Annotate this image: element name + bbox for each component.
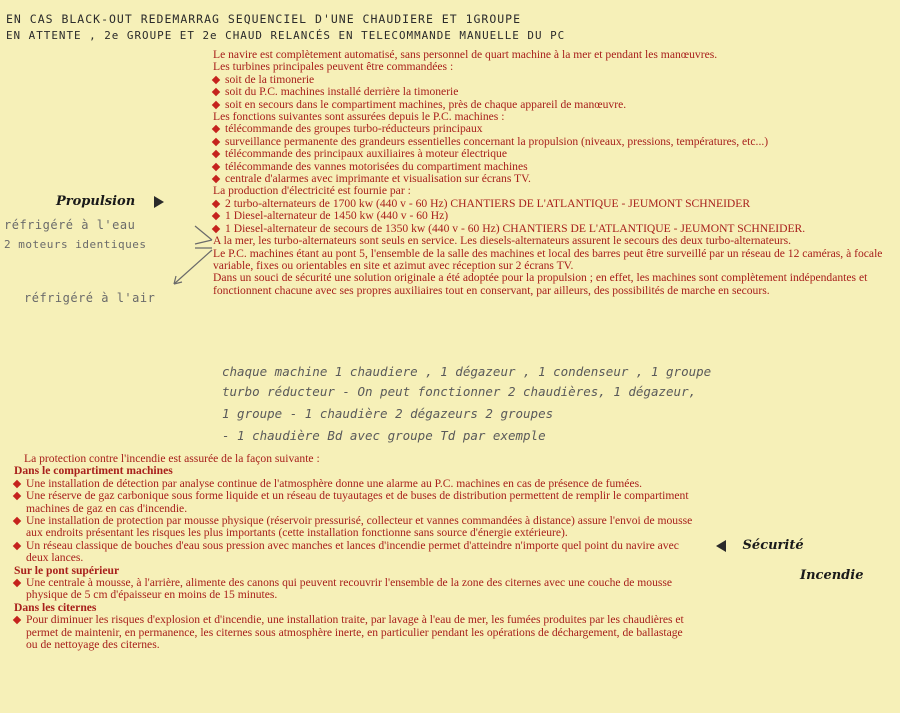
fire-protection-text — [14, 453, 694, 652]
propulsion-text — [213, 49, 885, 297]
list-item: Pour diminuer les risques d'explosion et d'incendie, une installation traite, par lavage à l'eau de mer, les fumées produites par les chaudières et permet de maintenir, en permanence, les citernes sous atmosphère inerte, en particulier pendant les opérations de déchargement, de ballastage ou de nettoyage des citernes. — [14, 614, 694, 651]
handwritten-heading-line-2: EN ATTENTE , 2e GROUPE ET 2e CHAUD RELANCÉS EN TELECOMMANDE MANUELLE DU PC — [6, 29, 566, 42]
handwritten-note: turbo réducteur - On peut fonctionner 2 chaudières, 1 dégazeur, — [222, 384, 697, 399]
list-item: soit en secours dans le compartiment machines, près de chaque appareil de manœuvre. — [213, 99, 885, 111]
functions-intro: Les fonctions suivantes sont assurées depuis le P.C. machines : — [213, 110, 505, 124]
turbines-intro: Les turbines principales peuvent être commandées : — [213, 60, 454, 74]
securite-label: Sécurité — [716, 538, 804, 553]
arrow-right-icon — [154, 196, 164, 208]
list-item: 1 Diesel-alternateur de secours de 1350 kw (440 v - 60 Hz) CHANTIERS DE L'ATLANTIQUE - JEUMONT SCHNEIDER. — [213, 223, 885, 235]
machines-heading: Dans le compartiment machines — [14, 464, 173, 478]
list-item: soit du P.C. machines installé derrière la timonerie — [213, 86, 885, 98]
handwritten-note: - 1 chaudière Bd avec groupe Td par exemple — [222, 428, 546, 443]
incendie-label: Incendie — [800, 568, 864, 583]
list-item: surveillance permanente des grandeurs essentielles concernant la propulsion (niveaux, pressions, températures, etc...) — [213, 136, 885, 148]
safety-paragraph: Dans un souci de sécurité une solution originale a été adoptée pour la propulsion ; en effet, les machines sont complètement indépendantes et fonctionnent chacune avec ses propres auxiliaires tout en conservant, par ailleurs, des possibilités de marche en secours. — [213, 271, 868, 297]
list-item: télécommande des principaux auxiliaires à moteur électrique — [213, 148, 885, 160]
intro-paragraph: Le navire est complètement automatisé, sans personnel de quart machine à la mer et pendant les manœuvres. — [213, 48, 718, 61]
list-item: Une réserve de gaz carbonique sous forme liquide et un réseau de tuyautages et de buses de distribution permettent de remplir le compartiment machines de gaz en cas d'incendie. — [14, 490, 694, 515]
pc-paragraph: Le P.C. machines étant au pont 5, l'ensemble de la salle des machines et local des barres peut être surveillé par un réseau de 12 caméras, à focale variable, fixes ou orientables en site et azimut avec réception sur 2 écrans TV. — [213, 246, 883, 272]
list-item: Une installation de protection par mousse physique (réservoir pressurisé, collecteur et vannes commandées à distance) assure l'envoi de mousse aux endroits présentant les risques les plus importants (cette installation fonctionne sans source d'énergie extérieure). — [14, 515, 694, 540]
list-item: Une centrale à mousse, à l'arrière, alimente des canons qui peuvent recouvrir l'ensemble de la zone des citernes avec une couche de mousse physique de 5 cm d'épaisseur en moins de 15 minutes. — [14, 577, 694, 602]
list-item: Une installation de détection par analyse continue de l'atmosphère donne une alarme au P.C. machines en cas de présence de fumées. — [14, 478, 694, 490]
bracket-arrows-icon — [150, 218, 220, 288]
margin-note-water: réfrigéré à l'eau — [4, 218, 136, 232]
sea-paragraph: A la mer, les turbo-alternateurs sont seuls en service. Les diesels-alternateurs assurent le secours des deux turbo-alternateurs. — [213, 234, 792, 248]
handwritten-note: 1 groupe - 1 chaudière 2 dégazeurs 2 groupes — [222, 406, 554, 421]
list-item: 2 turbo-alternateurs de 1700 kw (440 v - 60 Hz) CHANTIERS DE L'ATLANTIQUE - JEUMONT SCHNEIDER — [213, 198, 885, 210]
list-item: centrale d'alarmes avec imprimante et visualisation sur écrans TV. — [213, 173, 885, 185]
margin-note-engines: 2 moteurs identiques — [4, 238, 147, 251]
handwritten-note: chaque machine 1 chaudiere , 1 dégazeur , 1 condenseur , 1 groupe — [222, 364, 712, 379]
fire-intro: La protection contre l'incendie est assurée de la façon suivante : — [24, 452, 320, 465]
list-item: télécommande des groupes turbo-réducteurs principaux — [213, 123, 885, 135]
tanks-heading: Dans les citernes — [14, 600, 97, 614]
electricity-intro: La production d'électricité est fournie par : — [213, 184, 411, 198]
list-item: soit de la timonerie — [213, 74, 885, 86]
propulsion-label: Propulsion — [56, 194, 164, 209]
list-item: 1 Diesel-alternateur de 1450 kw (440 v - 60 Hz) — [213, 210, 885, 222]
arrow-left-icon — [716, 540, 726, 552]
deck-heading: Sur le pont supérieur — [14, 563, 120, 577]
margin-note-air: réfrigéré à l'air — [24, 291, 156, 305]
list-item: Un réseau classique de bouches d'eau sous pression avec manches et lances d'incendie permet d'atteindre n'importe quel point du navire avec deux lances. — [14, 540, 694, 565]
handwritten-heading-line-1: EN CAS BLACK-OUT REDEMARRAG SEQUENCIEL D'UNE CHAUDIERE ET 1GROUPE — [6, 12, 522, 26]
list-item: télécommande des vannes motorisées du compartiment machines — [213, 161, 885, 173]
